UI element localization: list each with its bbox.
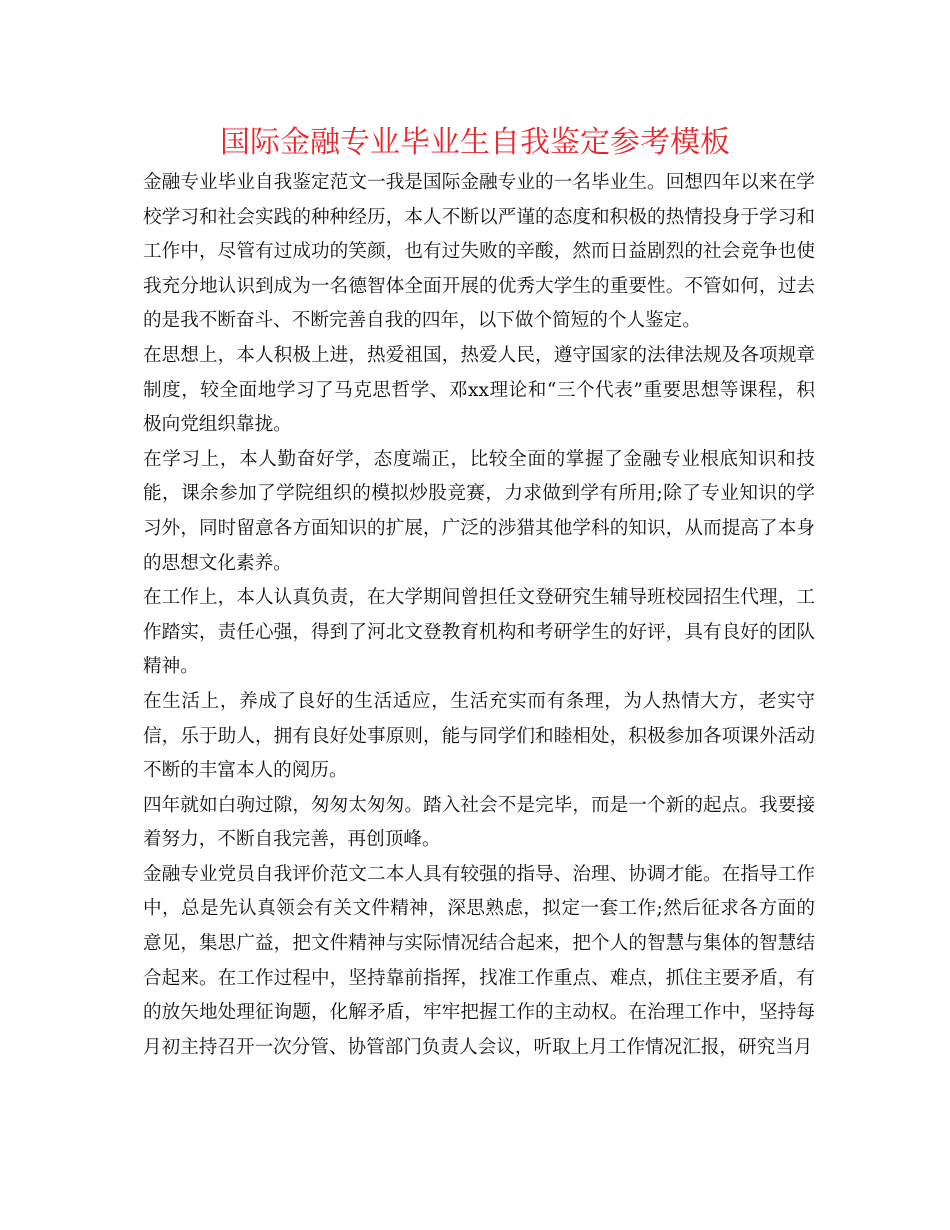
document-title: 国际金融专业毕业生自我鉴定参考模板 [220, 125, 730, 160]
paragraph: 金融专业毕业自我鉴定范文一我是国际金融专业的一名毕业生。回想四年以来在学校学习和社会实践的种种经历，本人不断以严谨的态度和积极的热情投身于学习和工作中，尽管有过成功的笑颜，也有过失败的辛酸，然而日益剧烈的社会竞争也使我充分地认识到成为一名德智体全面开展的优秀大学生的重要性。不管如何，过去的是我不断奋斗、不断完善自我的四年，以下做个简短的个人鉴定。 [143, 172, 815, 332]
paragraph: 在工作上，本人认真负责，在大学期间曾担任文登研究生辅导班校园招生代理，工作踏实，责任心强，得到了河北文登教育机构和考研学生的好评，具有良好的团队精神。 [143, 587, 815, 678]
paragraph: 在学习上，本人勤奋好学，态度端正，比较全面的掌握了金融专业根底知识和技能，课余参加了学院组织的模拟炒股竞赛，力求做到学有所用;除了专业知识的学习外，同时留意各方面知识的扩展，广泛的涉猎其他学科的知识，从而提高了本身的思想文化素养。 [143, 448, 815, 574]
paragraph: 金融专业党员自我评价范文二本人具有较强的指导、治理、协调才能。在指导工作中，总是先认真领会有关文件精神，深思熟虑，拟定一套工作;然后征求各方面的意见，集思广益，把文件精神与实际情况结合起来，把个人的智慧与集体的智慧结合起来。在工作过程中，坚持靠前指挥，找准工作重点、难点，抓住主要矛盾，有的放矢地处理征询题，化解矛盾，牢牢把握工作的主动权。在治理工作中，坚持每月初主持召开一次分管、协管部门负责人会议，听取上月工作情况汇报，研究当月 [143, 863, 815, 1058]
paragraph: 在思想上，本人积极上进，热爱祖国，热爱人民，遵守国家的法律法规及各项规章制度，较全面地学习了马克思哲学、邓xx理论和“三个代表”重要思想等课程，积极向党组织靠拢。 [143, 344, 815, 436]
document-body [143, 166, 815, 1065]
paragraph: 四年就如白驹过隙，匆匆太匆匆。踏入社会不是完毕，而是一个新的起点。我要接着努力，不断自我完善，再创顶峰。 [143, 794, 815, 851]
paragraph: 在生活上，养成了良好的生活适应，生活充实而有条理，为人热情大方，老实守信，乐于助人，拥有良好处事原则，能与同学们和睦相处，积极参加各项课外活动不断的丰富本人的阅历。 [143, 690, 815, 782]
